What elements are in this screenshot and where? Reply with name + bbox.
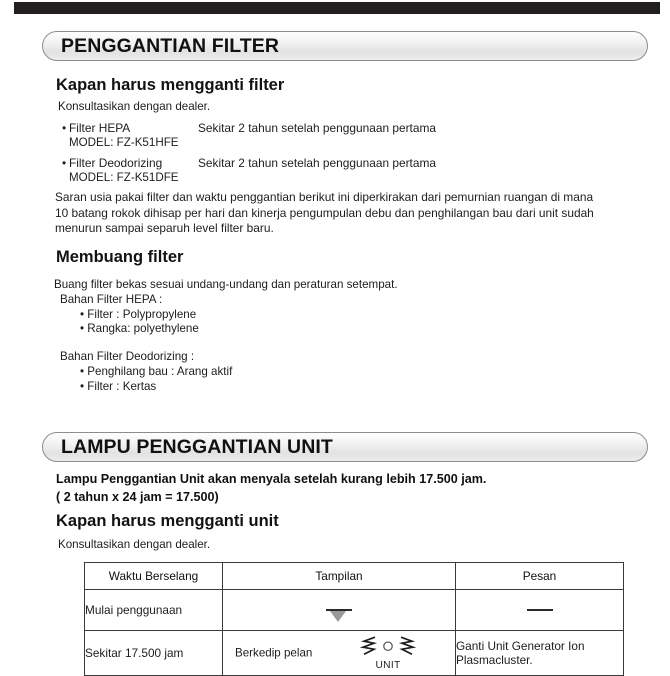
heading-membuang-filter: Membuang filter (56, 248, 184, 266)
table-row (85, 590, 624, 631)
filter-name: Filter Deodorizing (69, 156, 163, 170)
deodorizing-material-item-2: • Filter : Kertas (80, 380, 157, 393)
unit-lamp-hours-line-2: ( 2 tahun x 24 jam = 17.500) (56, 490, 219, 504)
blink-slow-label: Berkedip pelan (235, 646, 313, 660)
filter-life-note: Saran usia pakai filter dan waktu penggantian berikut ini diperkirakan dari pemurnian ruangan di mana 10 batang rokok dihisap per hari dan kinerja pengumpulan debu dan penghilangan bau dari unit sudah menurun sampai separuh level filter baru. (55, 190, 594, 236)
consult-dealer-text-unit: Konsultasikan dengan dealer. (58, 538, 211, 551)
deodorizing-material-label: Bahan Filter Deodorizing : (60, 350, 195, 363)
hepa-material-item-2: • Rangka: polyethylene (80, 322, 199, 335)
bullet-dot-icon: • (62, 121, 67, 135)
pointer-triangle-icon (330, 611, 346, 622)
pesan-line-1: Ganti Unit Generator Ion (456, 639, 585, 653)
consult-dealer-text-filter: Konsultasikan dengan dealer. (58, 100, 211, 113)
filter-period: Sekitar 2 tahun setelah penggunaan pertama (198, 156, 436, 170)
cell-pesan-ganti-unit (456, 631, 624, 676)
table-header-waktu-berselang: Waktu Berselang (85, 563, 223, 590)
pesan-line-2: Plasmacluster. (456, 653, 533, 667)
unit-lamp-blinking-icon (351, 632, 425, 672)
filter-model-deodorizing: MODEL: FZ-K51DFE (69, 171, 179, 184)
banner-title: PENGGANTIAN FILTER (61, 34, 280, 57)
filter-item-deodorizing (62, 156, 436, 170)
cell-waktu-sekitar-17500-jam: Sekitar 17.500 jam (85, 631, 223, 676)
cell-pesan-mulai-penggunaan (456, 590, 624, 631)
heading-kapan-harus-mengganti-unit: Kapan harus mengganti unit (56, 512, 279, 530)
filter-period: Sekitar 2 tahun setelah penggunaan pertama (198, 121, 436, 135)
bullet-dot-icon: • (62, 156, 67, 170)
cell-tampilan-mulai-penggunaan (223, 590, 456, 631)
dash-mark-icon (527, 609, 553, 611)
filter-item-hepa (62, 121, 436, 135)
unit-icon-caption: UNIT (375, 660, 401, 672)
heading-kapan-harus-mengganti-filter: Kapan harus mengganti filter (56, 76, 285, 94)
cell-tampilan-berkedip-pelan (223, 631, 456, 676)
section-banner-lampu-penggantian-unit (42, 432, 648, 462)
table-header-row (85, 563, 624, 590)
deodorizing-material-item-1: • Penghilang bau : Arang aktif (80, 365, 233, 378)
hepa-material-label: Bahan Filter HEPA : (60, 293, 163, 306)
hepa-material-item-1: • Filter : Polypropylene (80, 308, 197, 321)
section-banner-penggantian-filter (42, 31, 648, 61)
unit-replacement-table (84, 562, 624, 676)
top-black-rule (14, 2, 660, 14)
cell-waktu-mulai-penggunaan: Mulai penggunaan (85, 590, 223, 631)
filter-name: Filter HEPA (69, 121, 131, 135)
banner-title: LAMPU PENGGANTIAN UNIT (61, 435, 333, 458)
dispose-intro-text: Buang filter bekas sesuai undang-undang dan peraturan setempat. (54, 278, 398, 291)
table-header-pesan: Pesan (456, 563, 624, 590)
table-row (85, 631, 624, 676)
table-header-tampilan: Tampilan (223, 563, 456, 590)
unit-lamp-hours-line-1: Lampu Penggantian Unit akan menyala setelah kurang lebih 17.500 jam. (56, 472, 487, 486)
filter-model-hepa: MODEL: FZ-K51HFE (69, 136, 179, 149)
